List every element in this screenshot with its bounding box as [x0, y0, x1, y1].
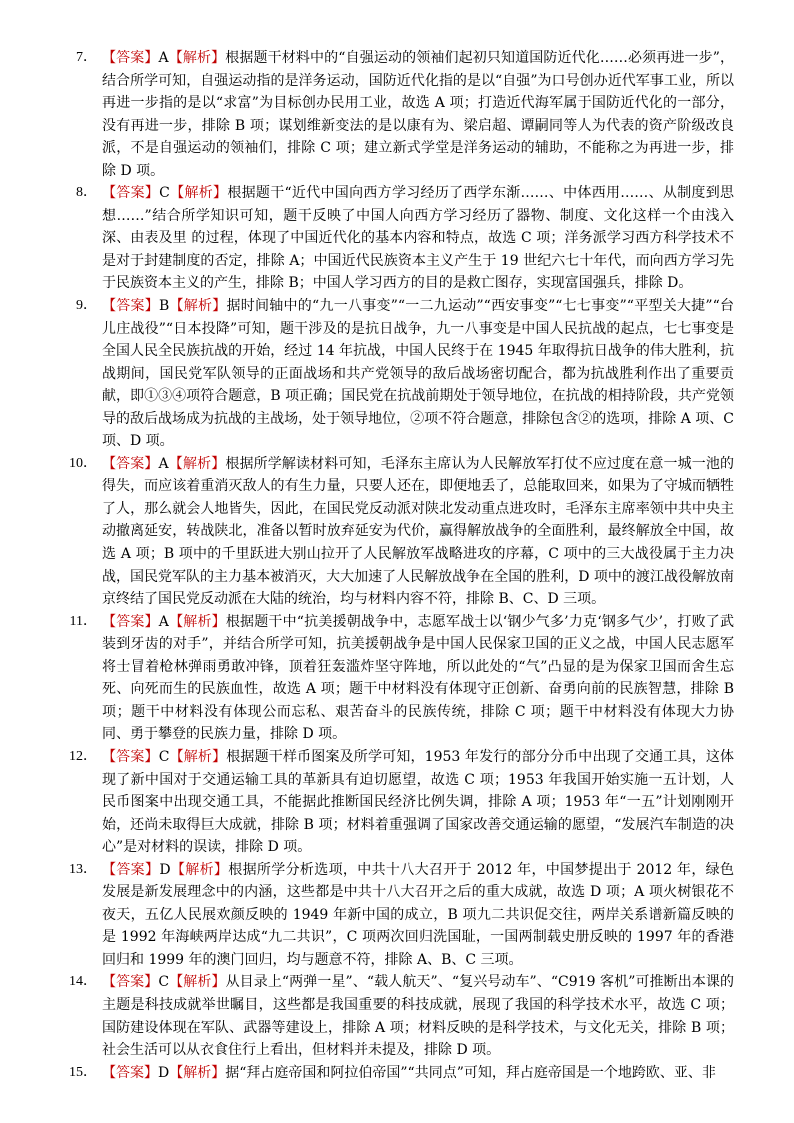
answer-letter: C: [158, 974, 170, 991]
analysis-text: 根据题干中“抗美援朝战争中，志愿军战士以‘钢少气多’力克‘钢多气少’，打败了武装到牙齿的对手”，并结合所学可知，抗美援朝战争是中国人民保家卫国的正义之战，中国人民志愿军将士冒着枪林弹雨勇敢冲锋，顶着狂轰滥炸坚守阵地，所以此处的“气”凸显的是为保家卫国而舍生忘死、向死而生的民族血性，故选 A 项；题干中材料没有体现守正创新、奋勇向前的民族智慧，排除 B 项；题干中材料没有体现公而忘私、艰苦奋斗的民族传统，排除 C 项；题干中材料没有体现大力协同、勇于攀登的民族力量，排除 D 项。: [102, 613, 735, 743]
analysis-tag: 【解析】: [168, 613, 226, 630]
item-number: 13．: [69, 861, 97, 877]
analysis-text: 从目录上“两弹一星”、“载人航天”、“复兴号动车”、“C919 客机”可推断出本课的主题是科技成就举世瞩目，这些都是我国重要的科技成就，展现了我国的科学技术水平，故选 C 项；国防建设体现在军队、武器等建设上，排除 A 项；材料反映的是科学技术，与文化无关，排除 B 项；社会生活可以从衣食住行上看出，但材料并未提及，排除 D 项。: [102, 974, 735, 1059]
answer-item: [64, 182, 734, 295]
answer-letter: C: [158, 748, 170, 765]
item-number: 15．: [69, 1064, 97, 1080]
answer-tag: 【答案】: [102, 455, 159, 472]
answer-item: [64, 295, 734, 453]
item-number: 10．: [69, 455, 97, 471]
answer-item: [64, 47, 734, 182]
answer-letter: D: [159, 861, 171, 878]
answer-tag: 【答案】: [102, 974, 159, 991]
item-number: 12．: [69, 748, 97, 764]
analysis-text: 根据题干“近代中国向西方学习经历了西学东渐……、中体西用……、从制度到思想……”结合所学知识可知，题干反映了中国人向西方学习经历了器物、制度、文化这样一个由浅入深、由表及里 的过程，体现了中国近代化的基本内容和特点，故选 C 项；洋务派学习西方科学技术不是对于封建制度的否定，排除 A；中国近代民族资本主义产生于 19 世纪六七十年代，而向西方学习先于民族资本主义的产生，排除 B；中国人学习西方的目的是救亡图存，实现富国强兵，排除 D。: [102, 185, 735, 292]
answer-item: [64, 1062, 734, 1085]
item-number: 9．: [76, 298, 97, 314]
answer-letter: A: [158, 50, 169, 66]
answer-letter: B: [159, 298, 170, 315]
answer-tag: 【答案】: [102, 298, 159, 315]
analysis-text: 根据题干材料中的“自强运动的领袖们起初只知道国防近代化……必须再进一步”，结合所学可知，自强运动指的是洋务运动，国防近代化指的是以“自强”为口号创办近代军事工业，所以再进一步指的是以“求富”为目标创办民用工业，故选 A 项；打造近代海军属于国防近代化的一部分，没有再进一步，排除 B 项；谋划维新变法的是以康有为、梁启超、谭嗣同等人为代表的资产阶级改良派，不是自强运动的领袖们，排除 C 项；建立新式学堂是洋务运动的辅助，不能称之为再进一步，排除 D 项。: [102, 50, 735, 179]
answer-tag: 【答案】: [102, 185, 160, 202]
analysis-tag: 【解析】: [169, 748, 227, 765]
answer-letter: D: [158, 1064, 170, 1081]
item-number: 14．: [69, 974, 97, 990]
analysis-text: 根据所学解读材料可知，毛泽东主席认为人民解放军打仗不应过度在意一城一池的得失，而应该着重消灭敌人的有生力量，只要人还在，即便地丢了，总能取回来，如果为了守城而牺牲了人，那么就会人地皆失，因此，在国民党反动派对陕北发动重点进攻时，毛泽东主席率领中共中央主动撤离延安，转战陕北，准备以暂时放弃延安为代价，赢得解放战争的全面胜利，最终解放全中国，故选 A 项；B 项中的千里跃进大别山拉开了人民解放军战略进攻的序幕，C 项中的三大战役属于主力决战，国民党军队的主力基本被消灭，大大加速了人民解放战争在全国的胜利，D 项中的渡江战役解放南京终结了国民党反动派在大陆的统治，均与材料内容不符，排除 B、C、D 三项。: [102, 455, 735, 608]
analysis-text: 据“拜占庭帝国和阿拉伯帝国”“共同点”可知，拜占庭帝国是一个地跨欧、亚、非: [225, 1064, 716, 1081]
analysis-tag: 【解析】: [169, 185, 228, 202]
answer-analysis-page: [64, 47, 734, 1084]
analysis-text: 据时间轴中的“九一八事变”“一二九运动”“西安事变”“七七事变”“平型关大捷”“台儿庄战役”“日本投降”可知，题干涉及的是抗日战争，九一八事变是中国人民抗战的起点，七七事变是全国人民全民族抗战的开始，经过 14 年抗战，中国人民终于在 1945 年取得抗日战争的伟大胜利，抗战期间，国民党军队领导的正面战场和共产党领导的敌后战场密切配合，都为抗战胜利作出了重要贡献，即①③④项符合题意，B 项正确；国民党在抗战前期处于领导地位，在抗战的相持阶段，共产党领导的敌后战场成为抗战的主战场，处于领导地位，②项不符合题意，排除包含②的选项，排除 A 项、C 项、D 项。: [102, 298, 734, 450]
analysis-text: 根据所学分析选项，中共十八大召开于 2012 年，中国梦提出于 2012 年，绿色发展是新发展理念中的内涵，这些都是中共十八大召开之后的重大成就，故选 D 项；A 项火树银花不夜天，五亿人民展欢颜反映的 1949 年新中国的成立，B 项九二共识促交往，两岸关系谱新篇反映的是 1992 年海峡两岸达成“九二共识”，C 项两次回归洗国耻，一国两制载史册反映的 1997 年的香港回归和 1999 年的澳门回归，均与题意不符，排除 A、B、C 三项。: [102, 861, 735, 968]
answer-item: [64, 859, 734, 972]
item-number: 11．: [69, 613, 97, 629]
analysis-text: 根据题干样币图案及所学可知，1953 年发行的部分分币中出现了交通工具，这体现了新中国对于交通运输工具的革新具有迫切愿望，故选 C 项；1953 年我国开始实施一五计划，人民币图案中出现交通工具，不能据此推断国民经济比例失调，排除 A 项；1953 年“一五”计划刚刚开始，还尚未取得巨大成就，排除 B 项；材料着重强调了国家改善交通运输的愿望，“发展汽车制造的决心”是对材料的误读，排除 D 项。: [102, 748, 735, 856]
analysis-tag: 【解析】: [169, 1064, 226, 1081]
analysis-tag: 【解析】: [168, 455, 226, 472]
item-number: 8．: [76, 185, 97, 201]
answer-item: [64, 971, 734, 1061]
item-number: 7．: [76, 50, 97, 65]
answer-letter: A: [158, 455, 169, 472]
analysis-tag: 【解析】: [170, 861, 229, 878]
analysis-tag: 【解析】: [169, 298, 227, 315]
answer-tag: 【答案】: [102, 1064, 158, 1081]
answer-tag: 【答案】: [102, 613, 159, 630]
answer-letter: C: [159, 185, 170, 202]
answer-letter: A: [158, 613, 169, 630]
answer-item: [64, 453, 734, 611]
answer-tag: 【答案】: [102, 748, 159, 765]
analysis-tag: 【解析】: [168, 50, 226, 66]
answer-tag: 【答案】: [102, 50, 159, 66]
answer-tag: 【答案】: [102, 861, 160, 878]
answer-item: [64, 746, 734, 859]
answer-item: [64, 611, 734, 746]
analysis-tag: 【解析】: [169, 974, 226, 991]
